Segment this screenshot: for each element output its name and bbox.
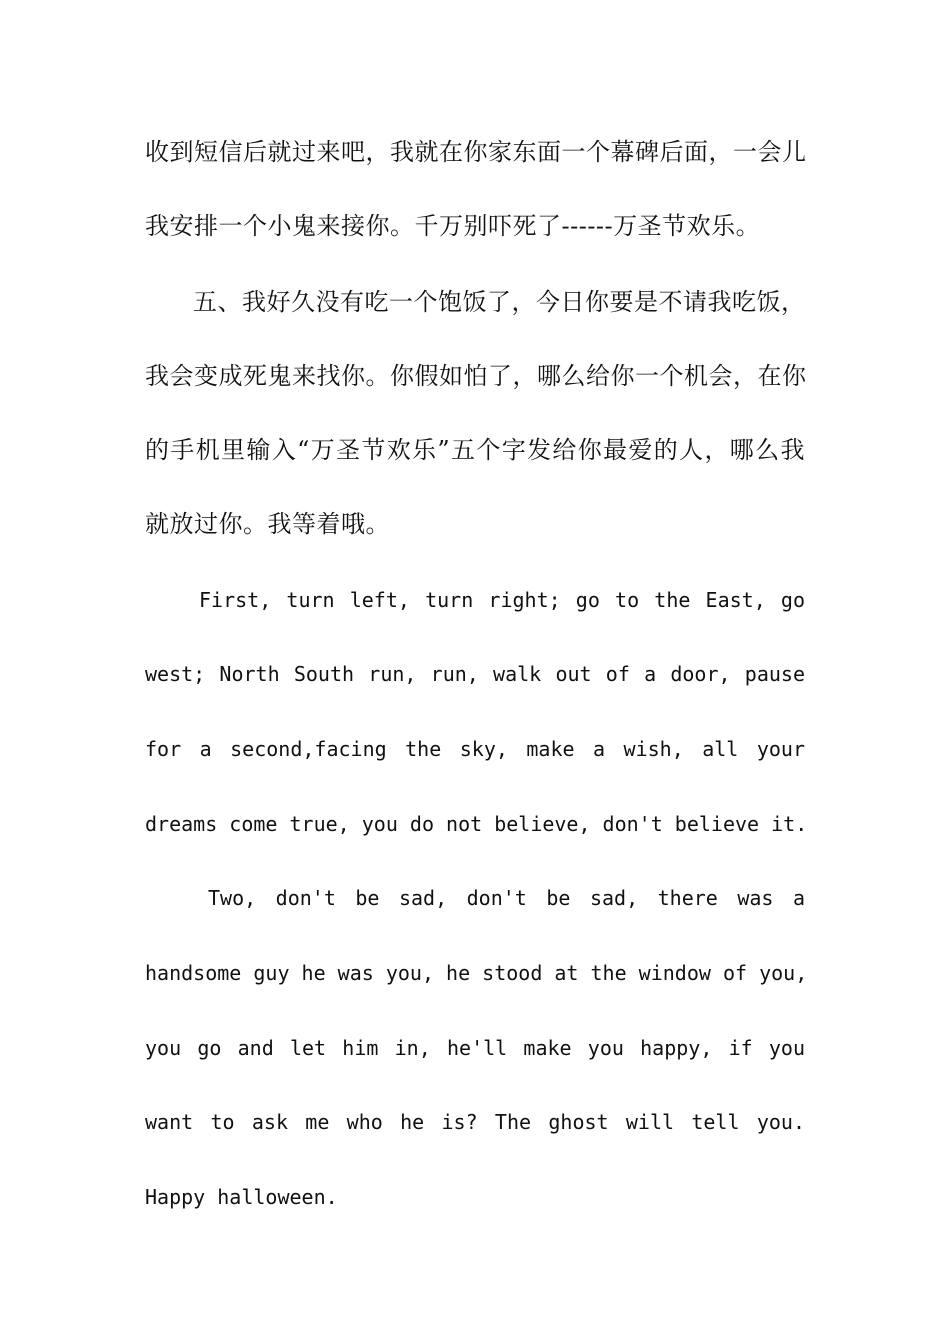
- paragraph-line: dreams come true, you do not believe, don't believe it.: [145, 812, 808, 836]
- paragraph-line: 的手机里输入“万圣节欢乐”五个字发给你最爱的人，哪么我: [145, 436, 805, 464]
- paragraph-line: 我安排一个小鬼来接你。千万别吓死了------万圣节欢乐。: [145, 212, 761, 240]
- paragraph-line: want to ask me who he is? The ghost will tell you.: [145, 1110, 805, 1134]
- paragraph-line: First, turn left, turn right; go to the East, go: [199, 588, 805, 612]
- paragraph-line: west; North South run, run, walk out of a door, pause: [145, 662, 805, 686]
- paragraph-line: for a second,facing the sky, make a wish, all your: [145, 737, 805, 761]
- paragraph-line: 就放过你。我等着哦。: [145, 510, 390, 538]
- paragraph-line: 收到短信后就过来吧，我就在你家东面一个幕碑后面，一会儿: [145, 138, 807, 166]
- paragraph-line: you go and let him in, he'll make you happy, if you: [145, 1036, 805, 1060]
- paragraph-line: 我会变成死鬼来找你。你假如怕了，哪么给你一个机会，在你: [145, 362, 807, 390]
- paragraph-line: Happy halloween.: [145, 1185, 338, 1209]
- paragraph-line: Two, don't be sad, don't be sad, there was a: [208, 886, 805, 910]
- paragraph-line: handsome guy he was you, he stood at the window of you,: [145, 961, 808, 985]
- paragraph-line: 五、我好久没有吃一个饱饭了，今日你要是不请我吃饭，: [193, 288, 806, 316]
